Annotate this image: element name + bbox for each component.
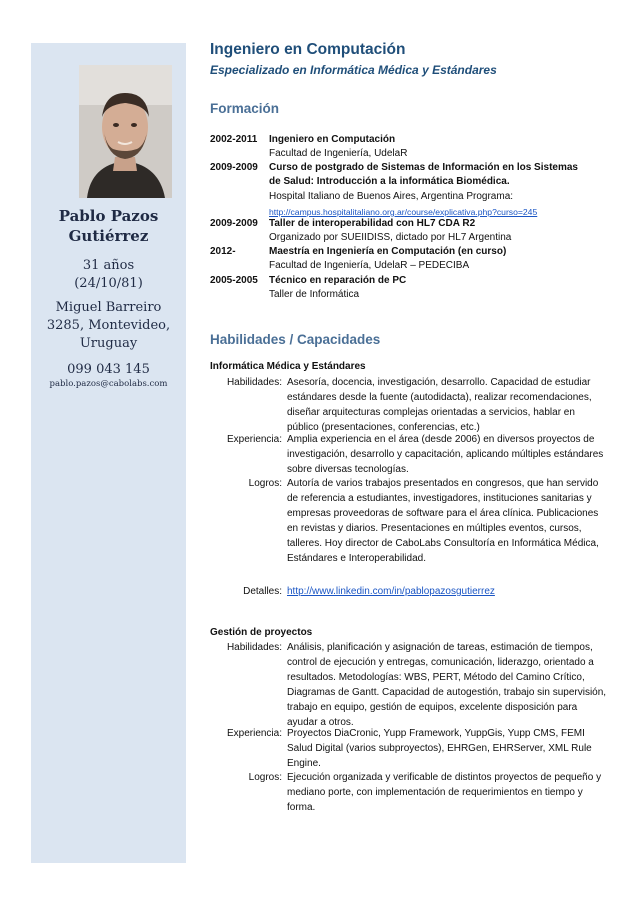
skill-text: Análisis, planificación y asignación de tareas, estimación de tiempos, control de ejecución y entregas, comunicación, liderazgo, orientado a resultados. Metodologías: WBS, PERT, Método del Camino Crítico, Diagramas de Gantt. Capacidad de autogestión, trabajo sin supervisión, trabajo en equipo, gestión de equipos, excelente disposición para ayudar a otros. <box>287 642 607 728</box>
skill-label: Detalles: <box>243 586 282 597</box>
address <box>31 299 186 353</box>
skill-group-title: Gestión de proyectos <box>210 627 313 638</box>
sidebar <box>31 43 186 863</box>
skill-label: Experiencia: <box>226 728 282 739</box>
birth-date: (24/10/81) <box>74 276 143 291</box>
edu-detail: Facultad de Ingeniería, UdelaR <box>269 148 408 159</box>
edu-detail: Organizado por SUEIIDISS, dictado por HL7 Argentina <box>269 232 512 243</box>
skill-label: Experiencia: <box>226 434 282 445</box>
name-line-1: Pablo Pazos <box>58 207 159 225</box>
skill-label: Logros: <box>248 478 282 489</box>
skill-text: Ejecución organizada y verificable de distintos proyectos de pequeño y mediano porte, con implementación de requerimientos en tiempo y forma. <box>287 772 602 813</box>
person-name <box>31 206 186 246</box>
skill-text: Autoría de varios trabajos presentados en congresos, que han servido de referencia a estudiantes, investigadores, instituciones sanitarias y empresas proveedoras de software para el área clínica. Publicaciones en revistas y diarios. Presentaciones en múltiples eventos, cursos, talleres. Hoy director de CaboLabs Consultoría en Informática Médica, Estándares e Interoperabilidad. <box>287 478 599 564</box>
skill-text: Amplia experiencia en el área (desde 2006) en diversos proyectos de investigación, desarrollo y capacitación, aplicando múltiples estándares sobre diversas tecnologías. <box>287 434 604 475</box>
skill-label: Logros: <box>248 772 282 783</box>
linkedin-url[interactable]: http://www.linkedin.com/in/pablopazosgutierrez <box>287 586 495 597</box>
edu-detail: Taller de Informática <box>269 289 360 300</box>
edu-detail: de Salud: Introducción a la informática Biomédica. <box>269 176 510 187</box>
edu-year: 2012- <box>210 246 236 257</box>
name-line-2: Gutiérrez <box>68 227 149 245</box>
phone: 099 043 145 <box>67 362 150 377</box>
edu-year: 2005-2005 <box>210 275 258 286</box>
skills-heading: Habilidades / Capacidades <box>210 332 381 347</box>
edu-detail: Facultad de Ingeniería, UdelaR – PEDECIBA <box>269 260 470 271</box>
address-line-2: 3285, Montevideo, <box>46 318 171 333</box>
age: 31 años <box>82 258 135 273</box>
skill-text: Asesoría, docencia, investigación, desarrollo. Capacidad de estudiar estándares desde la fuente (autodidacta), realizar recomendaciones, diseñar arquitecturas complejas orientadas a servicios, hablar en público (presentaciones, conferencias, etc.) <box>287 377 592 433</box>
edu-year: 2009-2009 <box>210 218 258 229</box>
edu-title: Ingeniero en Computación <box>269 134 396 145</box>
profile-photo <box>79 65 172 198</box>
avatar-icon <box>79 65 172 198</box>
address-line-3: Uruguay <box>79 336 138 351</box>
skill-text: Proyectos DiaCronic, Yupp Framework, YuppGis, Yupp CMS, FEMI Salud Digital (varios subproyectos), EHRGen, EHRServer, XML Rule Engine. <box>287 728 592 769</box>
edu-title: Maestría en Ingeniería en Computación (en curso) <box>269 246 507 257</box>
job-subtitle: Especializado en Informática Médica y Estándares <box>210 63 497 77</box>
edu-title: Taller de interoperabilidad con HL7 CDA R2 <box>269 218 476 229</box>
edu-detail: Hospital Italiano de Buenos Aires, Argentina Programa: <box>269 191 514 202</box>
education-heading: Formación <box>210 101 280 116</box>
edu-year: 2009-2009 <box>210 162 258 173</box>
job-title: Ingeniero en Computación <box>210 41 406 58</box>
skill-label: Habilidades: <box>226 377 282 388</box>
email[interactable]: pablo.pazos@cabolabs.com <box>49 379 168 389</box>
skill-group-title: Informática Médica y Estándares <box>210 361 366 372</box>
age-block <box>31 257 186 293</box>
edu-link[interactable]: http://campus.hospitalitaliano.org.ar/course/explicativa.php?curso=245 <box>269 207 538 217</box>
edu-title: Curso de postgrado de Sistemas de Información en los Sistemas <box>269 162 578 173</box>
edu-year: 2002-2011 <box>210 134 258 145</box>
linkedin-link[interactable] <box>287 584 607 599</box>
edu-title: Técnico en reparación de PC <box>269 275 407 286</box>
skill-label: Habilidades: <box>226 642 282 653</box>
address-line-1: Miguel Barreiro <box>55 300 162 315</box>
